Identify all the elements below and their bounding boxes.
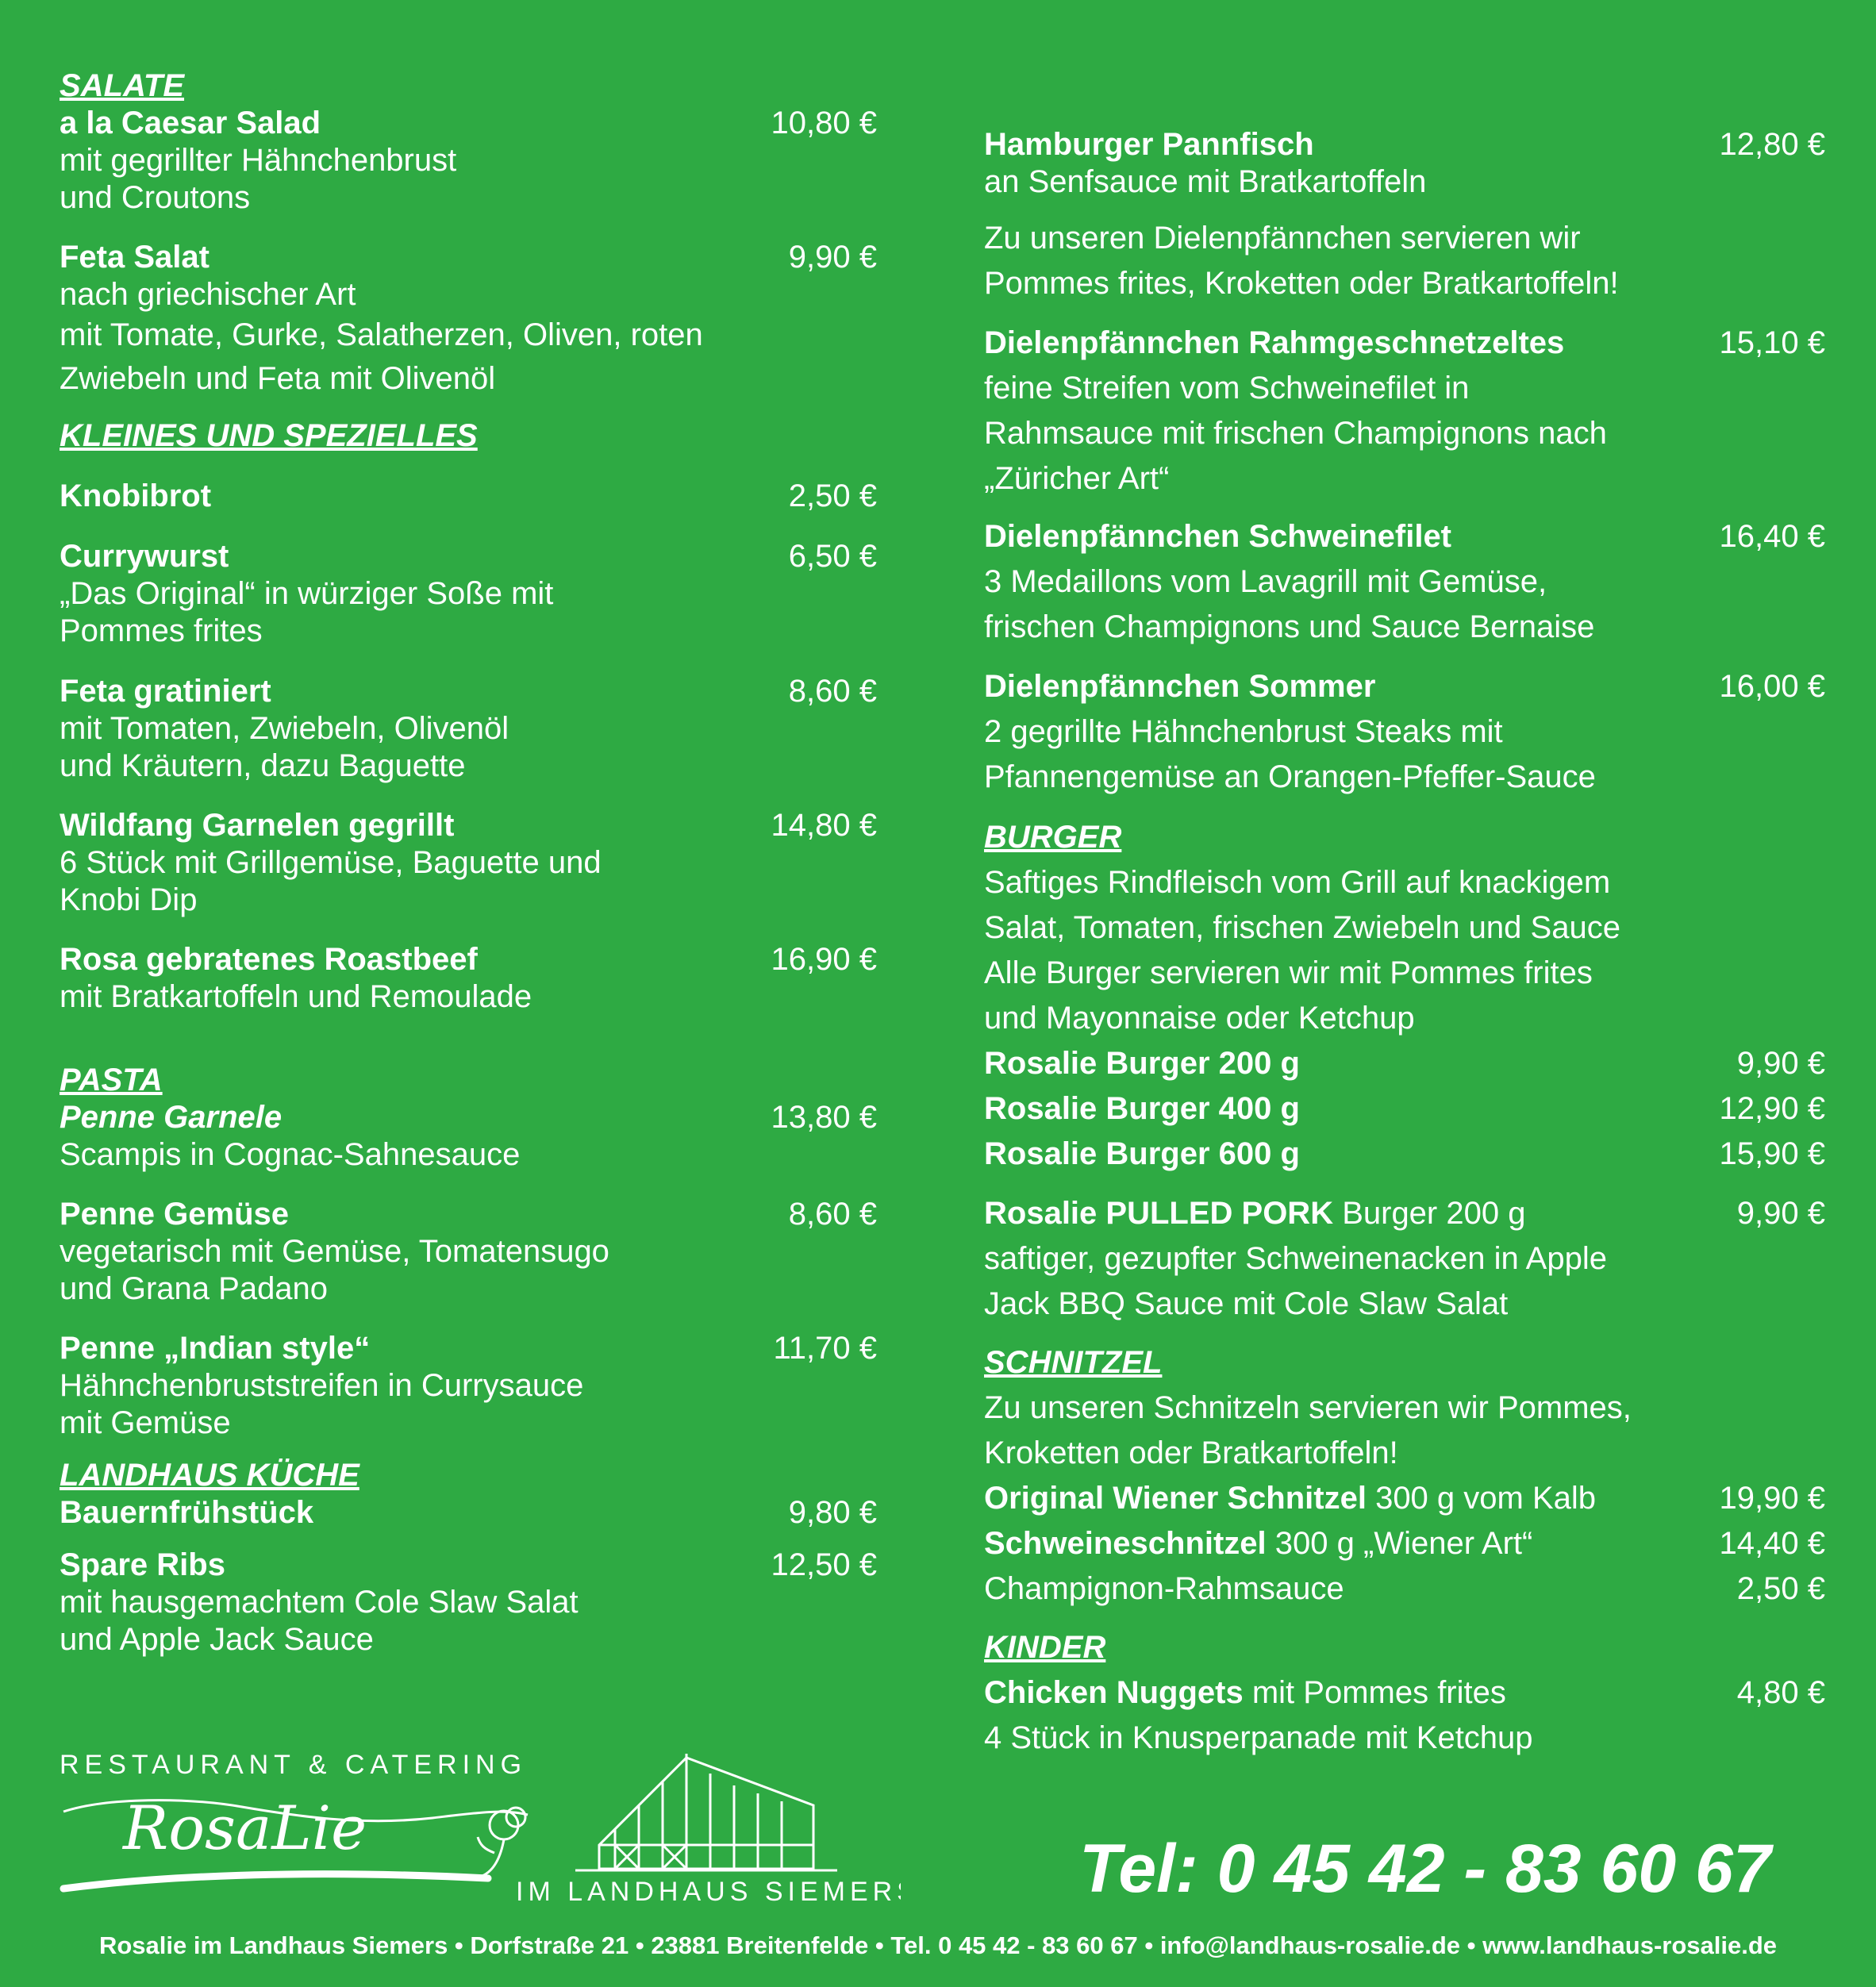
section-title-salate: SALATE	[60, 68, 185, 103]
item-price: 16,90 €	[771, 942, 877, 977]
kinder-section	[984, 1625, 1825, 1761]
item-desc: 6 Stück mit Grillgemüse, Baguette und	[60, 845, 602, 880]
footer-contact: Rosalie im Landhaus Siemers • Dorfstraße 21 • 23881 Breitenfelde • Tel. 0 45 42 - 83 60 67 • info@landhaus-rosalie.de • www.landhaus-rosalie.de	[98, 1931, 1778, 1959]
menu-item	[984, 125, 1825, 201]
menu-item	[60, 1493, 877, 1532]
item-desc: Scampis in Cognac-Sahnesauce	[60, 1137, 521, 1172]
item-price: 16,00 €	[1719, 669, 1825, 704]
item-price: 11,70 €	[773, 1331, 877, 1366]
item-price: 2,50 €	[788, 478, 877, 513]
item-desc: Knobi Dip	[60, 882, 198, 917]
item-price: 10,80 €	[771, 106, 877, 140]
item-price: 12,50 €	[771, 1547, 877, 1582]
item-price: 12,80 €	[1719, 127, 1825, 162]
item-name: Feta gratiniert	[60, 674, 271, 709]
menu-item	[984, 1476, 1825, 1521]
section-title-kinder: KINDER	[984, 1630, 1106, 1665]
item-name: Penne „Indian style“	[60, 1331, 371, 1366]
item-name: Penne Gemüse	[60, 1197, 290, 1232]
item-name: Wildfang Garnelen gegrillt	[60, 808, 455, 843]
rose-icon	[478, 1808, 525, 1877]
item-desc: saftiger, gezupfter Schweinenacken in Apple	[984, 1241, 1607, 1276]
item-desc: frischen Champignons und Sauce Bernaise	[984, 609, 1595, 644]
pulled-pork-row	[984, 1191, 1825, 1236]
item-price: 6,50 €	[788, 539, 877, 574]
menu-item	[60, 238, 877, 402]
item-price: 16,40 €	[1719, 519, 1825, 554]
item-desc: vegetarisch mit Gemüse, Tomatensugo	[60, 1234, 609, 1269]
item-name: Currywurst	[60, 539, 229, 574]
menu-item	[984, 1566, 1825, 1612]
item-suffix: 300 g „Wiener Art“	[1266, 1526, 1533, 1561]
section-title-pasta: PASTA	[60, 1063, 163, 1097]
item-desc: Hähnchenbruststreifen in Currysauce	[60, 1368, 584, 1403]
item-desc: „Züricher Art“	[984, 461, 1170, 496]
logo-script: RosaLie	[123, 1793, 367, 1863]
item-price: 9,90 €	[1736, 1196, 1825, 1231]
menu-item	[60, 1329, 877, 1442]
section-title-landhaus: LANDHAUS KÜCHE	[60, 1458, 359, 1493]
item-name: Rosalie PULLED PORK	[984, 1196, 1334, 1231]
item-name: Schweineschnitzel	[984, 1526, 1267, 1561]
burger-desc: Saftiges Rindfleisch vom Grill auf knackigem	[984, 865, 1611, 900]
item-name: Rosa gebratenes Roastbeef	[60, 942, 478, 977]
menu-item	[984, 664, 1825, 800]
menu-item	[60, 104, 877, 217]
logo-graphic	[60, 1750, 901, 1908]
item-desc: Zwiebeln und Feta mit Olivenöl	[60, 361, 496, 396]
menu-item	[984, 321, 1825, 502]
schnitzel-desc: Kroketten oder Bratkartoffeln!	[984, 1435, 1398, 1470]
item-price: 19,90 €	[1719, 1481, 1825, 1516]
item-name: Feta Salat	[60, 240, 210, 275]
item-price: 9,80 €	[788, 1495, 877, 1530]
logo-subtitle: IM LANDHAUS SIEMERS	[516, 1877, 901, 1907]
item-desc: an Senfsauce mit Bratkartoffeln	[984, 164, 1427, 199]
item-name: Dielenpfännchen Rahmgeschnetzeltes	[984, 325, 1565, 360]
section-title-kleines: KLEINES UND SPEZIELLES	[60, 418, 478, 453]
pfannchen-note	[984, 216, 1825, 306]
menu-item	[984, 514, 1825, 650]
item-name: Rosalie Burger 200 g	[984, 1046, 1300, 1081]
item-name: Spare Ribs	[60, 1547, 225, 1582]
menu-item	[60, 1195, 877, 1308]
item-desc: 3 Medaillons vom Lavagrill mit Gemüse,	[984, 564, 1547, 599]
item-desc: mit Tomaten, Zwiebeln, Olivenöl	[60, 711, 509, 746]
item-price: 14,40 €	[1719, 1526, 1825, 1561]
item-name: Dielenpfännchen Sommer	[984, 669, 1376, 704]
menu-item	[60, 806, 877, 919]
item-name: Knobibrot	[60, 478, 212, 513]
logo-tagline: RESTAURANT & CATERING	[60, 1750, 528, 1780]
menu-item	[60, 672, 877, 785]
note-line: Pommes frites, Kroketten oder Bratkartoffeln!	[984, 266, 1619, 301]
item-name: Chicken Nuggets	[984, 1675, 1244, 1710]
item-suffix: Champignon-Rahmsauce	[984, 1571, 1344, 1606]
item-desc: nach griechischer Art	[60, 277, 356, 312]
item-desc: Rahmsauce mit frischen Champignons nach	[984, 416, 1607, 451]
item-price: 9,90 €	[1736, 1046, 1825, 1081]
menu-item	[984, 1041, 1825, 1086]
item-price: 14,80 €	[771, 808, 877, 843]
item-price: 9,90 €	[788, 240, 877, 275]
item-name: Dielenpfännchen Schweinefilet	[984, 519, 1452, 554]
item-price: 13,80 €	[771, 1100, 877, 1135]
item-desc: Pommes frites	[60, 613, 263, 648]
menu-item	[60, 537, 877, 650]
menu-item	[984, 1132, 1825, 1177]
menu-item	[984, 1670, 1825, 1716]
item-suffix: 300 g vom Kalb	[1366, 1481, 1597, 1516]
item-name: Hamburger Pannfisch	[984, 127, 1314, 162]
item-desc: und Apple Jack Sauce	[60, 1622, 374, 1657]
burger-section	[984, 815, 1825, 1177]
item-name: Original Wiener Schnitzel	[984, 1481, 1367, 1516]
item-desc: mit Bratkartoffeln und Remoulade	[60, 979, 532, 1014]
item-suffix: mit Pommes frites	[1243, 1675, 1506, 1710]
menu-item	[984, 1521, 1825, 1566]
note-line: Zu unseren Dielenpfännchen servieren wir	[984, 221, 1581, 256]
menu-item	[984, 1191, 1825, 1327]
menu-item	[60, 477, 877, 515]
menu-item	[60, 1098, 877, 1174]
item-name: a la Caesar Salad	[60, 106, 321, 140]
burger-desc: Alle Burger servieren wir mit Pommes frites	[984, 955, 1593, 990]
section-title-burger: BURGER	[984, 820, 1122, 855]
item-desc: Pfannengemüse an Orangen-Pfeffer-Sauce	[984, 759, 1596, 794]
phone-number[interactable]: Tel: 0 45 42 - 83 60 67	[1079, 1831, 1771, 1907]
item-name: Bauernfrühstück	[60, 1495, 314, 1530]
item-price: 12,90 €	[1719, 1091, 1825, 1126]
item-desc: feine Streifen vom Schweinefilet in	[984, 371, 1470, 405]
item-price: 4,80 €	[1736, 1675, 1825, 1710]
schnitzel-section	[984, 1340, 1825, 1612]
item-suffix: Burger 200 g	[1333, 1196, 1526, 1231]
item-price: 15,10 €	[1719, 325, 1825, 360]
item-name: Rosalie Burger 400 g	[984, 1091, 1300, 1126]
menu-item	[984, 1086, 1825, 1132]
menu-item	[60, 940, 877, 1016]
item-desc: mit gegrillter Hähnchenbrust	[60, 143, 457, 178]
burger-desc: Salat, Tomaten, frischen Zwiebeln und Sauce	[984, 910, 1620, 945]
item-desc: 2 gegrillte Hähnchenbrust Steaks mit	[984, 714, 1503, 749]
item-price: 8,60 €	[788, 674, 877, 709]
item-price: 8,60 €	[788, 1197, 877, 1232]
item-desc: mit Gemüse	[60, 1405, 231, 1440]
section-title-schnitzel: SCHNITZEL	[984, 1345, 1163, 1380]
schnitzel-desc: Zu unseren Schnitzeln servieren wir Pommes,	[984, 1390, 1632, 1425]
item-desc: und Grana Padano	[60, 1271, 329, 1306]
menu-item	[60, 1546, 877, 1658]
item-desc: „Das Original“ in würziger Soße mit	[60, 576, 554, 611]
item-desc: Jack BBQ Sauce mit Cole Slaw Salat	[984, 1286, 1509, 1321]
restaurant-logo	[60, 1750, 901, 1908]
item-desc: mit hausgemachtem Cole Slaw Salat	[60, 1585, 579, 1620]
item-desc: und Kräutern, dazu Baguette	[60, 748, 466, 783]
item-desc: 4 Stück in Knusperpanade mit Ketchup	[984, 1720, 1533, 1755]
item-name: Rosalie Burger 600 g	[984, 1136, 1300, 1171]
item-price: 2,50 €	[1736, 1571, 1825, 1606]
item-price: 15,90 €	[1719, 1136, 1825, 1171]
item-name: Penne Garnele	[60, 1100, 283, 1135]
item-desc: mit Tomate, Gurke, Salatherzen, Oliven, roten	[60, 317, 703, 352]
item-desc: und Croutons	[60, 180, 251, 215]
farmhouse-icon	[575, 1754, 837, 1870]
burger-desc: und Mayonnaise oder Ketchup	[984, 1001, 1415, 1036]
brush-stroke-icon	[63, 1874, 488, 1889]
